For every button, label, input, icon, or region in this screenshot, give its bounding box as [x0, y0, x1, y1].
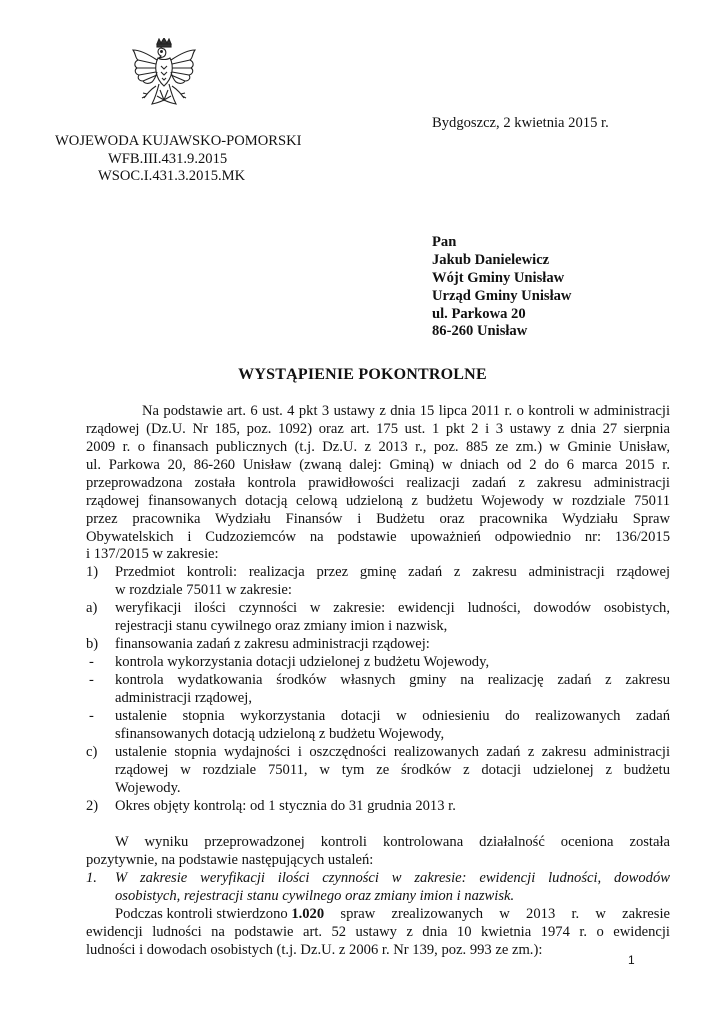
list-marker: 2): [86, 798, 99, 814]
list-item-text: Wojewody.: [115, 780, 181, 796]
list-item-text: Przedmiot kontroli: realizacja przez gminę zadań z zakresu administracji rządowej: [115, 564, 670, 580]
list-marker: -: [89, 654, 94, 670]
list-item-text: sfinansowanych dotacją udzieloną z budżetu Wojewody,: [115, 726, 445, 742]
list-item-text: ustalenie stopnia wydajności i oszczędności realizowanych zadań z zakresu administracji: [115, 744, 670, 760]
text-line: ul. Parkowa 20, 86-260 Unisław (zwaną dalej: Gminą) w dniach od 2 do 6 marca 2015 r.: [86, 457, 670, 473]
list-item-text: Okres objęty kontrolą: od 1 stycznia do 31 grudnia 2013 r.: [115, 798, 456, 814]
place-date: Bydgoszcz, 2 kwietnia 2015 r.: [432, 115, 609, 131]
recipient-line: Jakub Danielewicz: [432, 252, 550, 268]
reference-number-1: WFB.III.431.9.2015: [108, 151, 228, 167]
text-line: 2009 r. o finansach publicznych (t.j. Dz.U. z 2013 r., poz. 885 ze zm.) w Gminie Unisław,: [86, 439, 670, 455]
text-line: ewidencji ludności na podstawie art. 52 ustawy z dnia 10 kwietnia 1974 r. o ewidencji: [86, 924, 670, 940]
list-marker: a): [86, 600, 98, 616]
list-marker: 1): [86, 564, 99, 580]
text-span: Podczas kontroli stwierdzono: [115, 906, 292, 922]
text-line: [115, 906, 670, 923]
text-line: Na podstawie art. 6 ust. 4 pkt 3 ustawy z dnia 15 lipca 2011 r. o kontroli w administracji: [142, 403, 670, 419]
list-item-text: rządowej w rozdziale 75011, w tym ze środków z dotacji udzielonej z budżetu: [115, 762, 670, 778]
issuing-authority: WOJEWODA KUJAWSKO-POMORSKI: [55, 133, 302, 149]
white-eagle-emblem: [130, 38, 198, 116]
list-item-text: rejestracji stanu cywilnego oraz zmiany imion i nazwisk,: [115, 618, 448, 634]
case-count: 1.020: [291, 906, 325, 922]
text-line: przeprowadzona została kontrola prawidłowości realizacji zadań z zakresu administracji: [86, 475, 670, 491]
finding-heading: W zakresie weryfikacji ilości czynności w zakresie: ewidencji ludności, dowodów: [115, 870, 670, 886]
list-item-text: kontrola wykorzystania dotacji udzielonej z budżetu Wojewody,: [115, 654, 490, 670]
list-item-text: ustalenie stopnia wykorzystania dotacji w odniesieniu do realizowanych zadań: [115, 708, 670, 724]
text-line: przez pracownika Wydziału Finansów i Budżetu oraz pracownika Wydziału Spraw: [86, 511, 670, 527]
text-line: W wyniku przeprowadzonej kontroli kontrolowana działalność oceniona została: [115, 834, 670, 850]
text-line: Obywatelskich i Cudzoziemców na podstawie upoważnień odpowiednio nr: 136/2015: [86, 529, 670, 545]
text-line: rządowej finansowanych dotacją celową udzieloną z budżetu Wojewody w rozdziale 75011: [86, 493, 670, 509]
list-marker: b): [86, 636, 99, 652]
recipient-line: Urząd Gminy Unisław: [432, 288, 572, 304]
text-line: ludności i dowodach osobistych (t.j. Dz.U. z 2006 r. Nr 139, poz. 993 ze zm.):: [86, 942, 543, 958]
text-line: i 137/2015 w zakresie:: [86, 546, 219, 562]
page-number: 1: [628, 953, 635, 967]
text-line: pozytywnie, na podstawie następujących ustaleń:: [86, 852, 374, 868]
recipient-line: Wójt Gminy Unisław: [432, 270, 565, 286]
list-marker: c): [86, 744, 98, 760]
list-item-text: weryfikacji ilości czynności w zakresie: ewidencji ludności, dowodów osobistych,: [115, 600, 670, 616]
recipient-line: Pan: [432, 234, 457, 250]
list-marker: -: [89, 708, 94, 724]
list-item-text: administracji rządowej,: [115, 690, 252, 706]
finding-heading-marker: 1.: [86, 870, 97, 886]
list-marker: -: [89, 672, 94, 688]
document-title: WYSTĄPIENIE POKONTROLNE: [238, 366, 487, 383]
list-item-text: finansowania zadań z zakresu administracji rządowej:: [115, 636, 430, 652]
list-item-text: w rozdziale 75011 w zakresie:: [115, 582, 292, 598]
recipient-line: 86-260 Unisław: [432, 323, 528, 339]
list-item-text: kontrola wydatkowania środków własnych gminy na realizację zadań z zakresu: [115, 672, 670, 688]
recipient-line: ul. Parkowa 20: [432, 306, 526, 322]
text-span: spraw zrealizowanych w 2013 r. w zakresie: [324, 906, 670, 922]
text-line: rządowej (Dz.U. Nr 185, poz. 1092) oraz art. 175 ust. 1 pkt 2 i 3 ustawy z dnia 27 sierpnia: [86, 421, 670, 437]
finding-heading: osobistych, rejestracji stanu cywilnego oraz zmiany imion i nazwisk.: [115, 888, 515, 904]
reference-number-2: WSOC.I.431.3.2015.MK: [98, 168, 246, 184]
